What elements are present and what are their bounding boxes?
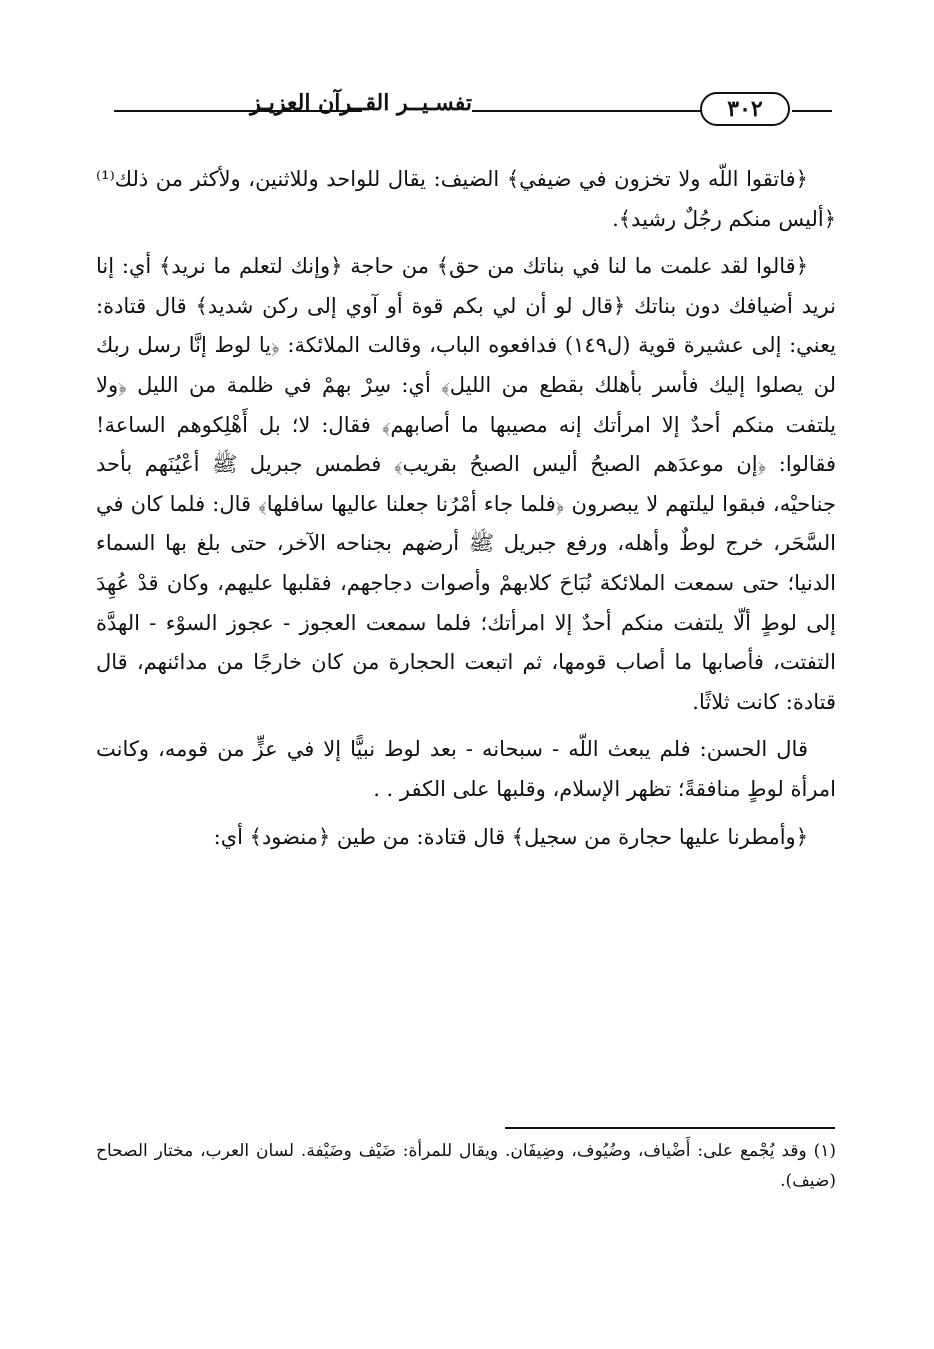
paragraph: قال الحسن: فلم يبعث اللّه - سبحانه - بعد لوط نبيًّا إلا في عزٍّ من قومه، وكانت امرأة لوطٍ منافقةً؛ تظهر الإسلام، وقلبها على الكفر . . <box>96 737 836 801</box>
running-title: تفسـيــر القــرآن العزيـز <box>250 90 472 116</box>
header-rule-right <box>792 110 832 112</box>
footnote-separator <box>505 1127 835 1129</box>
paragraph: ﴿قالوا لقد علمت ما لنا في بناتك من حق﴾ من حاجة ﴿وإنك لتعلم ما نريد﴾ أي: إنا نريد أضيافك دون بناتك ﴿قال لو أن لي بكم قوة أو آوي إلى ركن شديد﴾ قال قتادة: يعني: إلى عشيرة قوية (ل١٤٩) فدافعوه الباب، وقالت الملائكة: ﴿يا لوط إنَّا رسل ربك لن يصلوا إليك فأسر بأهلك بقطع من الليل﴾ أي: سِرْ بهمْ في ظلمة من الليل ﴿ولا يلتفت منكم أحدٌ إلا امرأتك إنه مصيبها ما أصابهم﴾ فقال: لا؛ بل أَهْلِكوهم الساعة! فقالوا: ﴿إن موعدَهم الصبحُ أليس الصبحُ بقريب﴾ فطمس جبريل ﷺ أعْيُنَهم بأحد جناحيْه، فبقوا ليلتهم لا يبصرون ﴿فلما جاء أمْرُنا جعلنا عاليها سافلها﴾ قال: فلما كان في السَّحَر، خرج لوطٌ وأهله، ورفع جبريل ﷺ أرضهم بجناحه الآخر، حتى بلغ بها السماء الدنيا؛ حتى سمعت الملائكة نُبَاحَ كلابهمْ وأصوات دجاجهم، فقلبها عليهم، وكان قدْ عُهِدَ إلى لوطٍ ألّا يلتفت منكم أحدٌ إلا امرأتك؛ فلما سمعت العجوز - عجوز السوْء - الهدَّة التفتت، فأصابها ما أصاب قومها، ثم اتبعت الحجارة من كان خارجًا من مدائنهم، قال قتادة: كانت ثلاثًا. <box>96 254 836 714</box>
paragraph: ﴿وأمطرنا عليها حجارة من سجيل﴾ قال قتادة: من طين ﴿منضود﴾ أي: <box>213 824 808 849</box>
main-text <box>96 160 836 857</box>
page-number: ٣٠٢ <box>700 92 790 126</box>
page-header <box>100 88 832 138</box>
paragraph: ﴿فاتقوا اللّه ولا تخزون في ضيفي﴾ الضيف: يقال للواحد وللاثنين، ولأكثر من ذلك⁽¹⁾ ﴿أليس منكم رجُلٌ رشيد﴾. <box>96 167 836 231</box>
footnote: (١) وقد يُجْمع على: أَضْياف، وضُيُوف، وضِيفَان. ويقال للمرأة: ضَيْف وضَيْفة. لسان العرب، مختار الصحاح (ضيف). <box>96 1141 836 1191</box>
